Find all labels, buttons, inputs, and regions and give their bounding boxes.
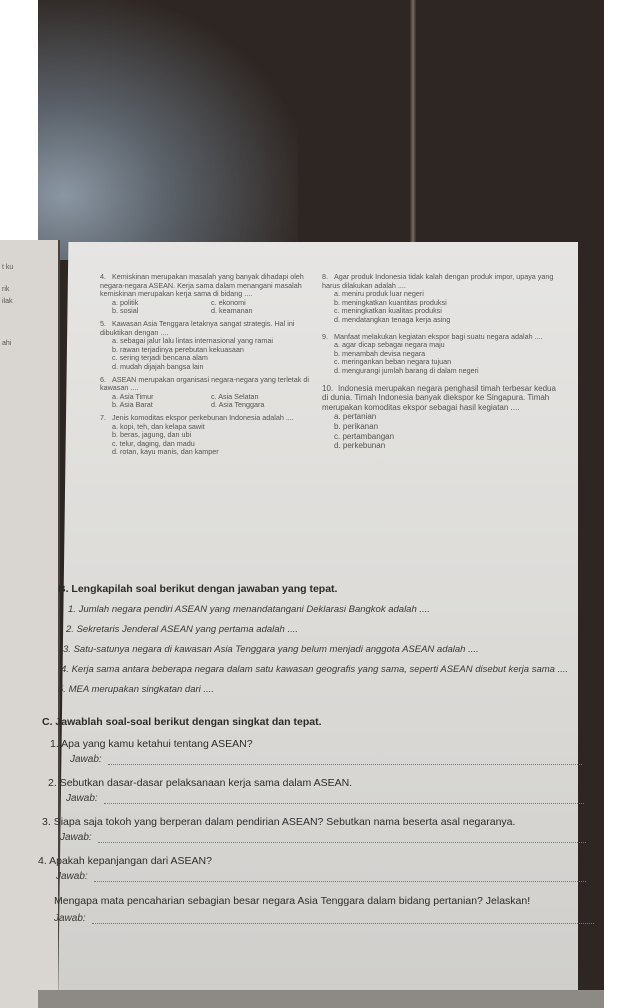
option-d: d. perkebunan — [334, 441, 386, 451]
item-number: 4. — [38, 855, 47, 867]
question-5 — [100, 320, 310, 372]
option-d: d. mengurangi jumlah barang di dalam negeri — [334, 365, 479, 375]
answer-line[interactable] — [104, 795, 584, 804]
essay-4 — [38, 855, 592, 882]
option-d: d. rotan, kayu manis, dan kamper — [112, 447, 219, 457]
item-number: 2. — [66, 624, 74, 635]
option-a: a. sebagai jalur lalu lintas internasional yang ramai — [112, 336, 274, 346]
question-number: 5. — [100, 318, 106, 328]
essay-1 — [50, 738, 592, 765]
fragment-text: t ku — [2, 264, 14, 271]
option-b: b. sosial — [112, 306, 139, 316]
option-d: d. mendatangkan tenaga kerja asing — [334, 314, 451, 324]
question-number: 9. — [322, 331, 328, 341]
option-d: d. mudah dijajah bangsa lain — [112, 361, 204, 371]
question-number: 4. — [100, 272, 106, 281]
option-c: c. ekonomi — [211, 297, 246, 307]
question-text: Manfaat melakukan kegiatan ekspor bagi suatu negara adalah .... — [334, 331, 543, 341]
table-seam — [410, 0, 416, 245]
item-number: 4. — [61, 664, 69, 675]
option-d: d. keamanan — [211, 306, 253, 316]
item-text: Jumlah negara pendiri ASEAN yang menandatangani Deklarasi Bangkok adalah .... — [78, 604, 430, 615]
item-number: 3. — [63, 644, 71, 655]
question-4 — [100, 273, 310, 316]
option-b: b. perikanan — [334, 421, 379, 431]
item-number: 2. — [48, 777, 57, 789]
item-number: 1. — [68, 604, 76, 615]
fill-item-1 — [68, 604, 598, 615]
fragment-text: rik — [2, 286, 10, 293]
section-b — [58, 583, 598, 695]
essay-5 — [54, 894, 594, 924]
option-a: a. pertanian — [334, 412, 377, 422]
essay-3 — [42, 816, 592, 843]
option-b: b. Asia Barat — [112, 400, 153, 410]
question-text: Indonesia merupakan negara penghasil timah terbesar kedua di dunia. Timah Indonesia banyak diekspor ke Singapura. Timah merupakan komoditas ekspor sebagai hasil kegiatan .... — [322, 383, 556, 412]
option-c: c. Asia Selatan — [211, 391, 259, 401]
fill-item-5 — [58, 684, 598, 695]
essay-2 — [48, 777, 592, 804]
light-glare — [38, 0, 298, 260]
answer-label: Jawab: — [70, 754, 102, 765]
item-number: 3. — [42, 816, 51, 828]
question-text: Jenis komoditas ekspor perkebunan Indonesia adalah .... — [112, 412, 294, 422]
item-text: Apakah kepanjangan dari ASEAN? — [49, 855, 212, 867]
question-10 — [322, 384, 560, 451]
question-number: 10. — [322, 383, 334, 393]
fill-item-4 — [61, 664, 598, 675]
item-text: Sekretaris Jenderal ASEAN yang pertama adalah .... — [76, 624, 299, 635]
item-text: Satu-satunya negara di kawasan Asia Tenggara yang belum menjadi anggota ASEAN adalah .... — [73, 644, 479, 655]
item-text: MEA merupakan singkatan dari .... — [68, 684, 214, 695]
item-text: Sebutkan dasar-dasar pelaksanaan kerja sama dalam ASEAN. — [59, 777, 353, 789]
answer-label: Jawab: — [66, 793, 98, 804]
option-c: c. pertambangan — [334, 431, 395, 441]
item-number: 1. — [50, 738, 59, 750]
answer-label: Jawab: — [56, 871, 88, 882]
question-number: 6. — [100, 374, 106, 384]
option-a: a. politik — [112, 297, 139, 307]
question-number: 7. — [100, 412, 106, 422]
option-a: a. meniru produk luar negeri — [334, 289, 424, 299]
option-d: d. Asia Tenggara — [211, 400, 265, 410]
question-text: Kemiskinan merupakan masalah yang banyak dihadapi oleh negara-negara ASEAN. Kerja sama dalam menangani masalah kemiskinan merupakan kerja sama di bidang .... — [100, 272, 304, 299]
option-b: b. meningkatkan kuantitas produksi — [334, 297, 447, 307]
answer-label: Jawab: — [60, 832, 92, 843]
question-text: Kawasan Asia Tenggara letaknya sangat strategis. Hal ini dibuktikan dengan .... — [100, 318, 295, 337]
option-c: c. telur, daging, dan madu — [112, 438, 195, 448]
option-a: a. agar dicap sebagai negara maju — [334, 340, 445, 350]
option-b: b. menambah devisa negara — [334, 348, 426, 358]
mcq-column-right — [322, 273, 560, 455]
question-text: Agar produk Indonesia tidak kalah dengan produk impor, upaya yang harus dilakukan adalah .... — [322, 272, 554, 290]
option-a: a. Asia Timur — [112, 391, 154, 401]
option-c: c. sering terjadi bencana alam — [112, 353, 208, 363]
answer-label: Jawab: — [54, 913, 86, 924]
question-8 — [322, 273, 560, 325]
mcq-column-left — [100, 273, 310, 461]
option-c: c. meringankan beban negara tujuan — [334, 357, 452, 367]
item-text: Siapa saja tokoh yang berperan dalam pendirian ASEAN? Sebutkan nama beserta asal negaranya. — [53, 816, 516, 828]
fragment-text: ahi — [2, 340, 12, 347]
option-a: a. kopi, teh, dan kelapa sawit — [112, 421, 205, 431]
fill-item-2 — [66, 624, 598, 635]
question-9 — [322, 333, 560, 376]
item-number: 5. — [58, 684, 66, 695]
question-7 — [100, 414, 310, 457]
fill-item-3 — [63, 644, 598, 655]
section-c-title: C. Jawablah soal-soal berikut dengan singkat dan tepat. — [42, 716, 322, 728]
item-text: Kerja sama antara beberapa negara dalam satu kawasan geografis yang sama, seperti ASEAN disebut kerja sama .... — [71, 664, 569, 675]
section-b-title: B. Lengkapilah soal berikut dengan jawaban yang tepat. — [58, 583, 338, 595]
item-text: Apa yang kamu ketahui tentang ASEAN? — [61, 738, 253, 750]
answer-line[interactable] — [94, 873, 586, 882]
option-b: b. beras, jagung, dan ubi — [112, 430, 192, 440]
item-text: Mengapa mata pencaharian sebagian besar negara Asia Tenggara dalam bidang pertanian? Jelaskan! — [54, 895, 531, 907]
answer-line[interactable] — [92, 915, 594, 924]
option-b: b. rawan terjadinya perebutan kekuasaan — [112, 344, 244, 354]
question-6 — [100, 376, 310, 410]
fragment-text: ilak — [2, 298, 13, 305]
answer-line[interactable] — [108, 756, 582, 765]
question-number: 8. — [322, 272, 328, 281]
page-bottom-shadow — [38, 990, 604, 1008]
section-c — [38, 716, 592, 924]
answer-line[interactable] — [98, 834, 586, 843]
question-text: ASEAN merupakan organisasi negara-negara yang terletak di kawasan .... — [100, 374, 309, 393]
option-c: c. meningkatkan kualitas produksi — [334, 306, 442, 316]
